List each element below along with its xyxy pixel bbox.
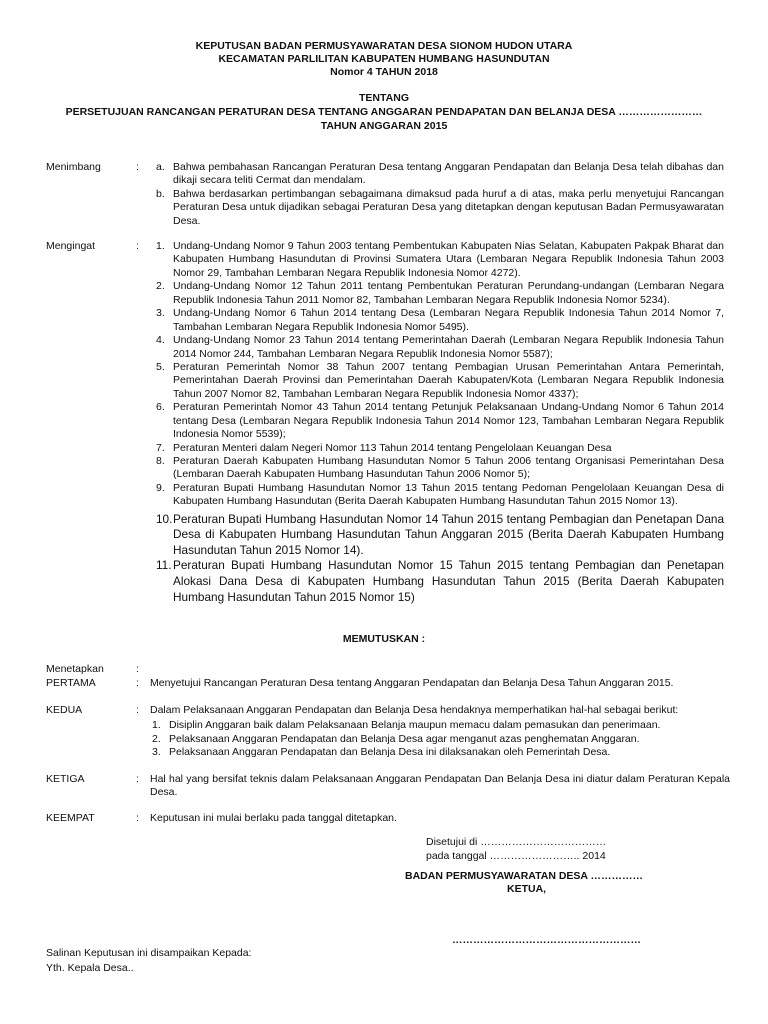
list-item-text: Bahwa berdasarkan pertimbangan sebagaimana dimaksud pada huruf a di atas, maka perlu menyetujui Rancangan Peraturan Desa untuk dijadikan sebagai Peraturan Desa yang ditetapkan dengan keputusan Badan Permusyawaratan Desa. [173,187,724,227]
list-item [156,334,724,361]
list-item-text: Peraturan Bupati Humbang Hasundutan Nomor 14 Tahun 2015 tentang Pembagian dan Penetapan Dana Desa di Kabupaten Humbang Hasundutan Tahun Anggaran 2015 (Berita Daerah Kabupaten Humbang Hasundutan Tahun 2015 Nomor 14). [173,511,724,557]
mengingat-label: Mengingat [46,240,96,252]
menetapkan-colon: : [136,663,139,675]
mengingat-list-large [156,512,724,605]
list-item-text: Undang-Undang Nomor 6 Tahun 2014 tentang Desa (Lembaran Negara Republik Indonesia Tahun 2014 Nomor 7, Tambahan Lembaran Negara Republik Indonesia Nomor 5495). [173,307,724,333]
list-item-number: 1. [156,240,165,252]
list-item-text: Bahwa pembahasan Rancangan Peraturan Desa tentang Anggaran Pendapatan dan Belanja Desa telah dibahas dan dikaji secara teliti Cermat dan mendalam. [173,161,724,187]
pertama-label: PERTAMA [46,677,96,689]
list-item-text: Undang-Undang Nomor 23 Tahun 2014 tentang Pemerintahan Daerah (Lembaran Negara Republik Indonesia Tahun 2014 Nomor 244, Tambahan Lembaran Negara Republik Indonesia Nomor 5587); [173,334,724,360]
kedua-label: KEDUA [46,704,83,716]
menimbang-content [156,161,724,228]
list-item [156,512,724,559]
list-item [156,558,724,605]
menetapkan-label: Menetapkan [46,663,104,675]
list-item-number: 9. [156,481,165,494]
list-item-text: Undang-Undang Nomor 12 Tahun 2011 tentang Pembentukan Peraturan Perundang-undangan (Lembaran Negara Republik Indonesia Tahun 2011 Nomor 82, Tambahan Lembaran Negara Republik Indonesia Nomor 5234). [173,280,724,306]
signature-line: ……………………………………………… [452,934,641,946]
list-item-text: Pelaksanaan Anggaran Pendapatan dan Belanja Desa agar menganut azas penghematan Anggaran. [169,732,640,745]
list-item-text: Undang-Undang Nomor 9 Tahun 2003 tentang Pembentukan Kabupaten Nias Selatan, Kabupaten Pakpak Bharat dan Kabupaten Humbang Hasundutan di Provinsi Sumatera Utara (Lembaran Negara Republik Indonesia Tahun 2003 Nomor 29, Tambahan Lembaran Negara Republik Indonesia Nomor 4272). [173,240,724,279]
list-item [156,482,724,509]
list-item [152,733,730,746]
pertama-text: Menyetujui Rancangan Peraturan Desa tentang Anggaran Pendapatan dan Belanja Desa Tahun Anggaran 2015. [150,677,674,689]
list-item-number: b. [156,187,165,200]
kedua-intro: Dalam Pelaksanaan Anggaran Pendapatan dan Belanja Desa hendaknya memperhatikan hal-hal sebagai berikut: [150,704,679,716]
list-item [156,401,724,441]
ketiga-colon: : [136,773,139,785]
kedua-content [150,704,730,760]
list-item-number: 6. [156,401,165,414]
ketiga-text: Hal hal yang bersifat teknis dalam Pelaksanaan Anggaran Pendapatan Dan Belanja Desa ini diatur dalam Peraturan Kepala Desa. [150,773,730,799]
tentang-heading: TENTANG [359,92,409,104]
title-number: Nomor 4 TAHUN 2018 [330,66,438,78]
list-item-number: 4. [156,334,165,347]
title-line-1: KEPUTUSAN BADAN PERMUSYAWARATAN DESA SIONOM HUDON UTARA [195,40,573,52]
list-item [156,280,724,307]
menimbang-colon: : [136,161,139,173]
list-item [152,719,730,732]
list-item [156,161,724,188]
keempat-text: Keputusan ini mulai berlaku pada tanggal ditetapkan. [150,812,397,824]
kedua-colon: : [136,704,139,716]
list-item-text: Peraturan Bupati Humbang Hasundutan Nomor 15 Tahun 2015 tentang Pembagian dan Penetapan Alokasi Dana Desa di Kabupaten Humbang Hasundutan Tahun 2015 (Berita Daerah Kabupaten Humbang Hasundutan Tahun 2015 Nomor 15) [173,558,724,604]
list-item-text: Peraturan Pemerintah Nomor 38 Tahun 2007 tentang Pembagian Urusan Pemerintahan Antara Pemerintah, Pemerintahan Daerah Provinsi dan Pemerintahan Daerah Kabupaten/Kota (Lembaran Negara Republik Indonesia Tahun 2007 Nomor 82, Tambahan Lembaran Negara Republik Indonesia Nomor 4337); [173,360,724,400]
kedua-list [152,719,730,759]
list-item-text: Peraturan Pemerintah Nomor 43 Tahun 2014 tentang Petunjuk Pelaksanaan Undang-Undang Nomor 6 Tahun 2014 tentang Desa (Lembaran Negara Republik Indonesia Tahun 2014 Nomor 123, Tambahan Lembaran Negara Republik Indonesia Nomor 5539); [173,401,724,441]
list-item-text: Peraturan Daerah Kabupaten Humbang Hasundutan Nomor 5 Tahun 2006 tentang Organisasi Pemerintahan Desa (Lembaran Daerah Kabupaten Humbang Hasundutan Tahun 2006 Nomor 5); [173,455,724,481]
badan-line: BADAN PERMUSYAWARATAN DESA …………… [405,870,644,882]
list-item [156,307,724,334]
list-item-number: 8. [156,455,165,467]
list-item-text: Peraturan Bupati Humbang Hasundutan Nomor 13 Tahun 2015 tentang Pedoman Pengelolaan Keuangan Desa di Kabupaten Humbang Hasundutan (Berita Daerah Kabupaten Humbang Hasundutan Tahun 2015 Nomor 13). [173,481,724,508]
salinan-text: Salinan Keputusan ini disampaikan Kepada: [46,947,252,959]
menimbang-list [156,161,724,228]
ketiga-label: KETIGA [46,773,85,785]
pertama-colon: : [136,677,139,689]
tanggal-line: pada tanggal …………………….. 2014 [426,850,606,862]
keempat-colon: : [136,812,139,824]
list-item-number: 3. [156,307,165,320]
mengingat-colon: : [136,240,139,252]
list-item [156,240,724,280]
yth-text: Yth. Kepala Desa.. [46,962,134,974]
list-item-number: 2. [156,280,165,293]
list-item-number: 3. [152,746,161,759]
list-item [156,361,724,401]
list-item-text: Peraturan Menteri dalam Negeri Nomor 113 Tahun 2014 tentang Pengelolaan Keuangan Desa [173,441,612,454]
menimbang-label: Menimbang [46,161,101,173]
mengingat-list [156,240,724,509]
title-line-2: KECAMATAN PARLILITAN KABUPATEN HUMBANG HASUNDUTAN [218,53,550,65]
mengingat-content [156,240,724,605]
subject-line-1: PERSETUJUAN RANCANGAN PERATURAN DESA TENTANG ANGGARAN PENDAPATAN DAN BELANJA DESA …………………… [65,106,703,118]
list-item [152,746,730,759]
list-item-number: 1. [152,719,161,732]
list-item-number: 2. [152,732,161,745]
list-item [156,188,724,228]
memutuskan-heading: MEMUTUSKAN : [342,633,426,645]
list-item [156,442,724,455]
list-item-text: Pelaksanaan Anggaran Pendapatan dan Belanja Desa ini dilaksanakan oleh Pemerintah Desa. [169,746,611,759]
list-item-number: 10. [156,511,173,526]
ketua-line: KETUA, [507,883,547,895]
subject-line-2: TAHUN ANGGARAN 2015 [320,120,448,132]
list-item-number: a. [156,161,165,173]
list-item [156,455,724,482]
list-item-number: 7. [156,441,165,454]
disetujui-line: Disetujui di ……………………………… [426,836,607,848]
list-item-number: 5. [156,360,165,373]
keempat-label: KEEMPAT [46,812,95,824]
list-item-text: Disiplin Anggaran baik dalam Pelaksanaan Belanja maupun memacu dalam pemasukan dan penerimaan. [169,719,661,732]
list-item-number: 11. [156,558,172,573]
